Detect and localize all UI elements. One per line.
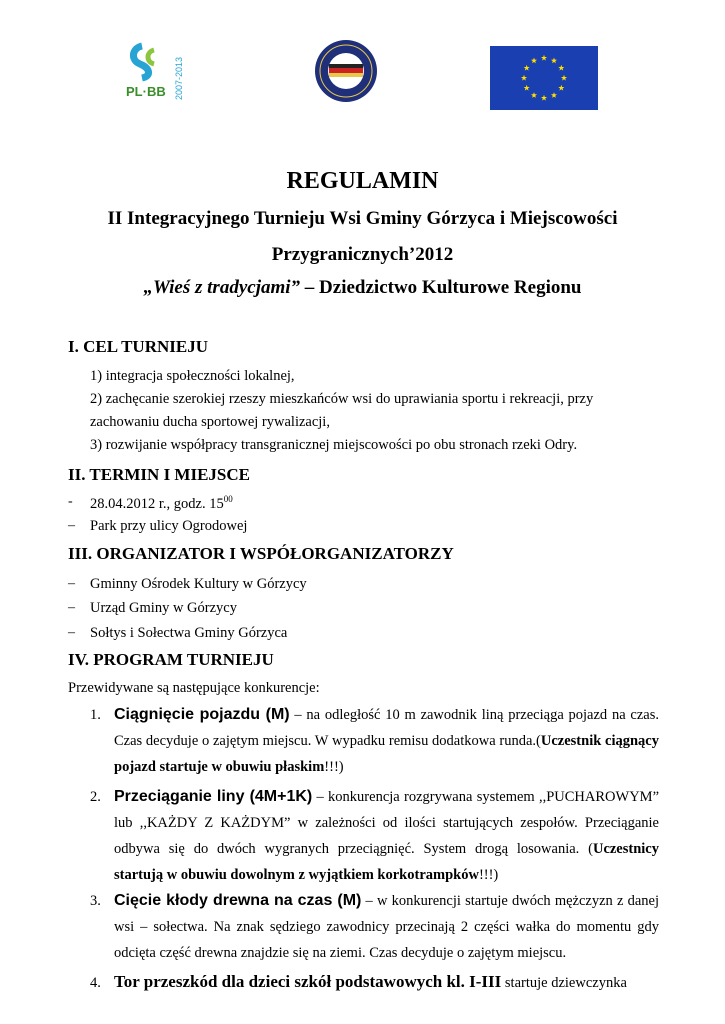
bullet-dash: – bbox=[68, 600, 75, 615]
goal-item: 3) rozwijanie współpracy transgranicznej miejscowości po obu stronach rzeki Odry. bbox=[90, 437, 578, 453]
program-item-bold: Uczestnik ciągnący pojazd startuje w obuwiu płaskim bbox=[114, 733, 659, 775]
program-item-number: 1. bbox=[90, 707, 101, 723]
program-item-text: startuje dziewczynka bbox=[501, 975, 627, 991]
program-item bbox=[114, 969, 659, 996]
event-date bbox=[90, 494, 233, 513]
program-item-number: 3. bbox=[90, 893, 101, 909]
event-date-text: 28.04.2012 r., godz. 15 bbox=[90, 495, 224, 512]
organization-seal-icon bbox=[313, 38, 379, 104]
goal-item: zachowaniu ducha sportowej rywalizacji, bbox=[90, 414, 330, 430]
organizer-item: Urząd Gminy w Górzycy bbox=[90, 600, 237, 616]
svg-text:PL·BB: PL·BB bbox=[126, 84, 166, 99]
program-item bbox=[114, 888, 659, 966]
section-heading-3: III. ORGANIZATOR I WSPÓŁORGANIZATORZY bbox=[68, 544, 454, 563]
program-item-tail: !!!) bbox=[478, 867, 499, 883]
section-heading-1: I. CEL TURNIEJU bbox=[68, 337, 208, 356]
program-item bbox=[114, 702, 659, 780]
logo-bar bbox=[0, 38, 725, 118]
subtitle-quote: „Wieś z tradycjami” bbox=[143, 277, 301, 298]
section-heading-4: IV. PROGRAM TURNIEJU bbox=[68, 650, 274, 669]
program-item-lead: Przeciąganie liny (4M+1K) bbox=[114, 788, 313, 805]
goal-item: 1) integracja społeczności lokalnej, bbox=[90, 368, 295, 384]
organizer-item: Gminny Ośrodek Kultury w Górzycy bbox=[90, 576, 307, 592]
program-intro: Przewidywane są następujące konkurencje: bbox=[68, 680, 320, 696]
program-item-number: 2. bbox=[90, 789, 101, 805]
subtitle-rest: – Dziedzictwo Kulturowe Regionu bbox=[300, 277, 582, 298]
program-item-number: 4. bbox=[90, 975, 101, 991]
organizer-item: Sołtys i Sołectwa Gminy Górzyca bbox=[90, 625, 288, 641]
program-item-bold: Uczestnicy startują w obuwiu dowolnym z wyjątkiem korkotrampków bbox=[114, 841, 659, 883]
subtitle-line-1: II Integracyjnego Turnieju Wsi Gminy Górzyca i Miejscowości bbox=[107, 208, 618, 229]
svg-text:2007-2013: 2007-2013 bbox=[174, 56, 184, 100]
program-item-text: – w konkurencji startuje dwóch mężczyzn z danej wsi – sołectwa. Na znak sędziego zawodnicy przecinają 2 części wałka do momentu gdy odcięta część drewna znajdzie się na ziemi. Czas decyduje o zajętym miejscu. bbox=[114, 893, 659, 961]
bullet-dash: – bbox=[68, 625, 75, 640]
event-place: Park przy ulicy Ogrodowej bbox=[90, 518, 248, 534]
program-item-lead: Cięcie kłody drewna na czas (M) bbox=[114, 892, 362, 909]
subtitle-line-2: Przygranicznych’2012 bbox=[271, 244, 454, 265]
program-item-text: – na odległość 10 m zawodnik liną przeciąga pojazd na czas. Czas decyduje o zajętym miejscu. W wypadku remisu dodatkowa runda.( bbox=[114, 707, 659, 749]
section-heading-2: II. TERMIN I MIEJSCE bbox=[68, 465, 251, 484]
program-item-lead: Ciągnięcie pojazdu (M) bbox=[114, 706, 290, 723]
document-title: REGULAMIN bbox=[286, 168, 439, 194]
subtitle-line-3 bbox=[0, 277, 725, 299]
program-item-tail: !!!) bbox=[324, 759, 344, 775]
program-item-lead: Tor przeszkód dla dzieci szkół podstawowych kl. I-III bbox=[114, 972, 502, 991]
goal-item: 2) zachęcanie szerokiej rzeszy mieszkańców wsi do uprawiania sportu i rekreacji, przy bbox=[90, 391, 594, 407]
pl-bb-logo bbox=[124, 42, 194, 102]
event-time-sup: 00 bbox=[223, 494, 233, 504]
eu-flag-icon bbox=[490, 46, 598, 110]
bullet-dash: – bbox=[68, 576, 75, 591]
bullet-dash: – bbox=[68, 518, 75, 533]
bullet-dash: - bbox=[68, 494, 73, 509]
program-item bbox=[114, 784, 659, 888]
program-item-text: – konkurencja rozgrywana systemem ,,PUCHAROWYM” lub ,,KAŻDY Z KAŻDYM” w zależności od ilości startujących zespołów. Przeciąganie odbywa się do dwóch wygranych przeciągnięć. System drogą losowania. ( bbox=[114, 789, 659, 857]
